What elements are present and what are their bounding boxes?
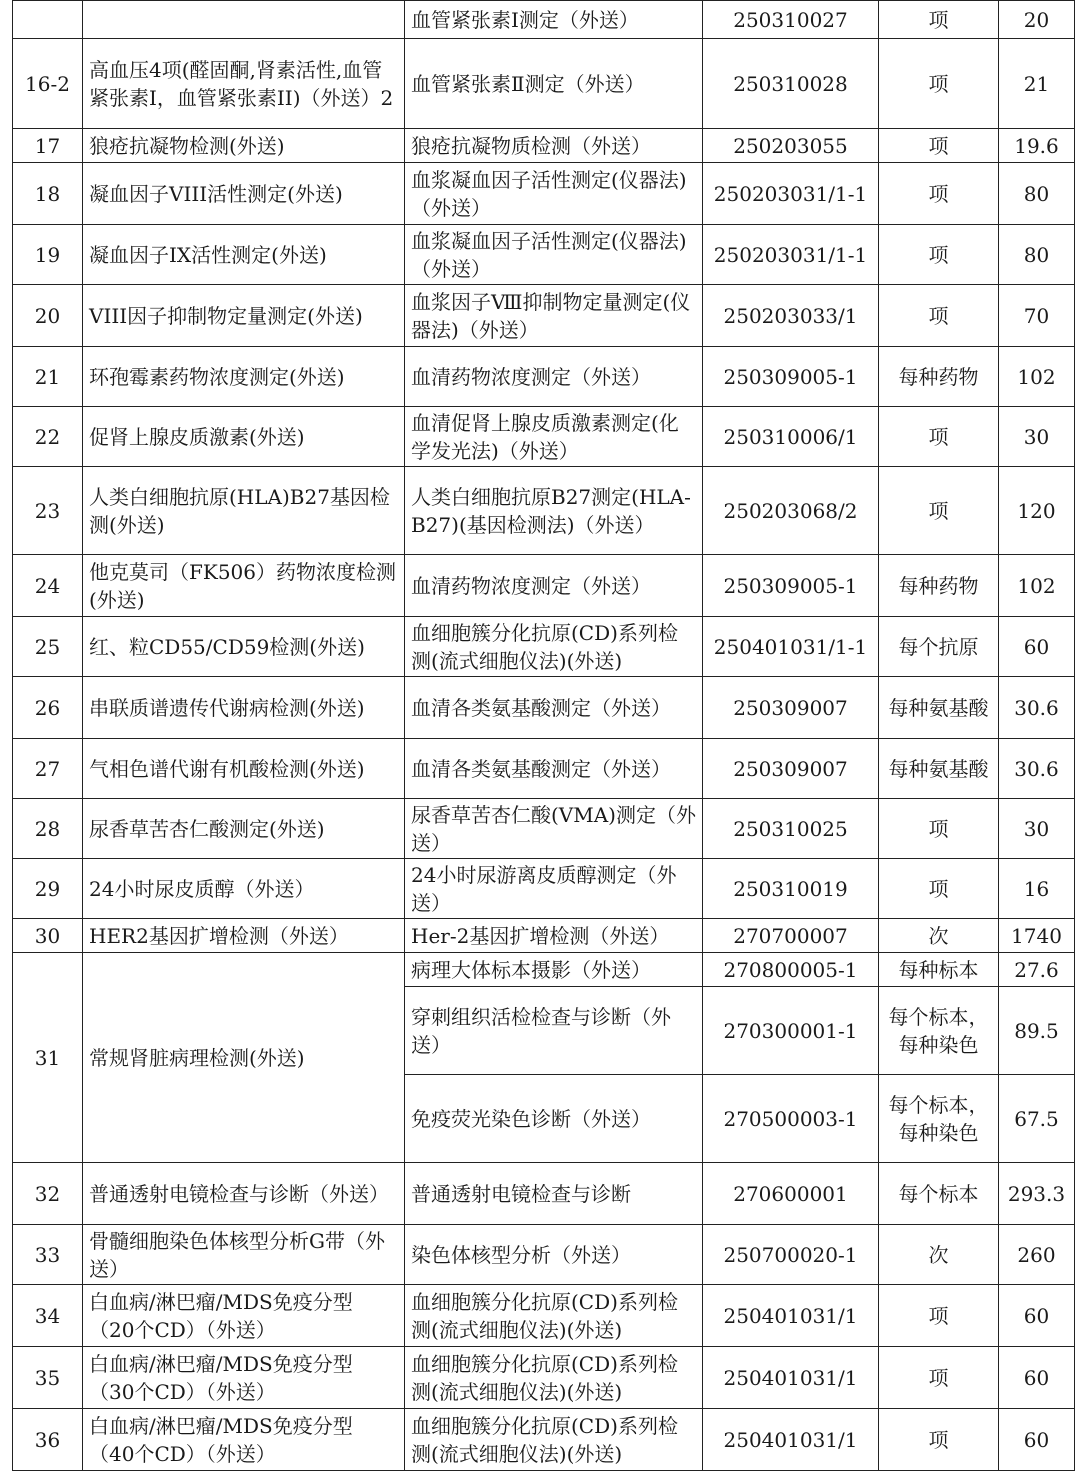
row-number-cell — [13, 1, 83, 39]
item-code-cell: 250203031/1-1 — [703, 163, 879, 225]
unit-cell: 项 — [879, 39, 999, 129]
standard-item-cell: 血管紧张素Ⅰ测定（外送） — [405, 1, 703, 39]
price-cell: 30.6 — [999, 739, 1075, 799]
row-number-cell: 35 — [13, 1347, 83, 1409]
item-code-cell: 250401031/1-1 — [703, 617, 879, 677]
item-name-cell — [83, 1, 405, 39]
unit-cell: 项 — [879, 467, 999, 555]
table-row — [13, 739, 1075, 799]
price-cell: 30 — [999, 407, 1075, 467]
item-code-cell: 250310006/1 — [703, 407, 879, 467]
price-cell: 293.3 — [999, 1163, 1075, 1225]
item-code-cell: 250401031/1 — [703, 1409, 879, 1471]
row-number-cell: 24 — [13, 555, 83, 617]
item-name-cell: VIII因子抑制物定量测定(外送) — [83, 285, 405, 347]
table-row — [13, 347, 1075, 407]
table-row — [13, 1163, 1075, 1225]
item-code-cell: 270300001-1 — [703, 987, 879, 1075]
price-cell: 20 — [999, 1, 1075, 39]
table-row — [13, 1, 1075, 39]
unit-cell: 项 — [879, 129, 999, 163]
standard-item-cell: 病理大体标本摄影（外送） — [405, 953, 703, 987]
standard-item-cell: 血清药物浓度测定（外送） — [405, 555, 703, 617]
item-code-cell: 250203055 — [703, 129, 879, 163]
standard-item-cell: Her-2基因扩增检测（外送） — [405, 919, 703, 953]
price-cell: 260 — [999, 1225, 1075, 1285]
standard-item-cell: 血细胞簇分化抗原(CD)系列检测(流式细胞仪法)(外送) — [405, 1285, 703, 1347]
item-name-cell: 凝血因子IX活性测定(外送) — [83, 225, 405, 285]
row-number-cell: 33 — [13, 1225, 83, 1285]
price-cell: 102 — [999, 555, 1075, 617]
item-code-cell: 250310028 — [703, 39, 879, 129]
price-cell: 60 — [999, 617, 1075, 677]
row-number-cell: 30 — [13, 919, 83, 953]
item-name-cell: 尿香草苦杏仁酸测定(外送) — [83, 799, 405, 859]
standard-item-cell: 血浆凝血因子活性测定(仪器法)（外送） — [405, 225, 703, 285]
standard-item-cell: 血清各类氨基酸测定（外送） — [405, 677, 703, 739]
price-cell: 27.6 — [999, 953, 1075, 987]
row-number-cell: 32 — [13, 1163, 83, 1225]
standard-item-cell: 血管紧张素Ⅱ测定（外送） — [405, 39, 703, 129]
item-name-cell: 红、粒CD55/CD59检测(外送) — [83, 617, 405, 677]
item-name-cell: 串联质谱遗传代谢病检测(外送) — [83, 677, 405, 739]
row-number-cell: 28 — [13, 799, 83, 859]
table-row — [13, 39, 1075, 129]
item-code-cell: 250309007 — [703, 739, 879, 799]
row-number-cell: 26 — [13, 677, 83, 739]
unit-cell: 项 — [879, 163, 999, 225]
standard-item-cell: 血清各类氨基酸测定（外送） — [405, 739, 703, 799]
standard-item-cell: 人类白细胞抗原B27测定(HLA-B27)(基因检测法)（外送） — [405, 467, 703, 555]
table-row — [13, 285, 1075, 347]
table-row — [13, 799, 1075, 859]
item-name-cell: 促肾上腺皮质激素(外送) — [83, 407, 405, 467]
item-name-cell: 高血压4项(醛固酮,肾素活性,血管紧张素I，血管紧张素II)（外送）2 — [83, 39, 405, 129]
unit-cell: 项 — [879, 225, 999, 285]
unit-cell: 每个标本 — [879, 1163, 999, 1225]
item-code-cell: 270700007 — [703, 919, 879, 953]
item-code-cell: 250310019 — [703, 859, 879, 919]
row-number-cell: 23 — [13, 467, 83, 555]
item-code-cell: 250401031/1 — [703, 1285, 879, 1347]
row-number-cell: 18 — [13, 163, 83, 225]
price-cell: 60 — [999, 1285, 1075, 1347]
fee-table-body — [13, 1, 1075, 1471]
price-cell: 102 — [999, 347, 1075, 407]
item-name-cell: 凝血因子VIII活性测定(外送) — [83, 163, 405, 225]
row-number-cell: 31 — [13, 953, 83, 1163]
standard-item-cell: 染色体核型分析（外送） — [405, 1225, 703, 1285]
item-name-cell: 他克莫司（FK506）药物浓度检测(外送) — [83, 555, 405, 617]
unit-cell: 项 — [879, 859, 999, 919]
unit-cell: 每个抗原 — [879, 617, 999, 677]
fee-table — [12, 0, 1075, 1471]
standard-item-cell: 狼疮抗凝物质检测（外送） — [405, 129, 703, 163]
unit-cell: 项 — [879, 1, 999, 39]
table-row — [13, 1285, 1075, 1347]
table-row — [13, 225, 1075, 285]
standard-item-cell: 血清促肾上腺皮质激素测定(化学发光法)（外送） — [405, 407, 703, 467]
item-code-cell: 270500003-1 — [703, 1075, 879, 1163]
table-row — [13, 1347, 1075, 1409]
row-number-cell: 22 — [13, 407, 83, 467]
price-cell: 19.6 — [999, 129, 1075, 163]
table-row — [13, 1225, 1075, 1285]
item-code-cell: 250203068/2 — [703, 467, 879, 555]
standard-item-cell: 血浆因子Ⅷ抑制物定量测定(仪器法)（外送） — [405, 285, 703, 347]
table-row — [13, 617, 1075, 677]
unit-cell: 每种氨基酸 — [879, 677, 999, 739]
unit-cell: 项 — [879, 1285, 999, 1347]
price-cell: 30.6 — [999, 677, 1075, 739]
table-row — [13, 919, 1075, 953]
unit-cell: 每个标本，每种染色 — [879, 987, 999, 1075]
row-number-cell: 16-2 — [13, 39, 83, 129]
row-number-cell: 36 — [13, 1409, 83, 1471]
unit-cell: 项 — [879, 407, 999, 467]
table-row — [13, 163, 1075, 225]
item-name-cell: 常规肾脏病理检测(外送) — [83, 953, 405, 1163]
standard-item-cell: 血细胞簇分化抗原(CD)系列检测(流式细胞仪法)(外送) — [405, 617, 703, 677]
item-name-cell: 气相色谱代谢有机酸检测(外送) — [83, 739, 405, 799]
price-cell: 67.5 — [999, 1075, 1075, 1163]
row-number-cell: 17 — [13, 129, 83, 163]
item-code-cell: 250203033/1 — [703, 285, 879, 347]
unit-cell: 每种氨基酸 — [879, 739, 999, 799]
item-name-cell: 普通透射电镜检查与诊断（外送） — [83, 1163, 405, 1225]
standard-item-cell: 血浆凝血因子活性测定(仪器法)（外送） — [405, 163, 703, 225]
table-row — [13, 859, 1075, 919]
item-name-cell: 24小时尿皮质醇（外送） — [83, 859, 405, 919]
row-number-cell: 25 — [13, 617, 83, 677]
price-cell: 89.5 — [999, 987, 1075, 1075]
table-row — [13, 677, 1075, 739]
item-code-cell: 250310025 — [703, 799, 879, 859]
unit-cell: 次 — [879, 1225, 999, 1285]
item-code-cell: 250203031/1-1 — [703, 225, 879, 285]
unit-cell: 每种标本 — [879, 953, 999, 987]
standard-item-cell: 免疫荧光染色诊断（外送） — [405, 1075, 703, 1163]
item-code-cell: 250309005-1 — [703, 555, 879, 617]
item-code-cell: 250309007 — [703, 677, 879, 739]
row-number-cell: 20 — [13, 285, 83, 347]
row-number-cell: 34 — [13, 1285, 83, 1347]
item-code-cell: 270600001 — [703, 1163, 879, 1225]
table-row — [13, 1409, 1075, 1471]
item-code-cell: 250309005-1 — [703, 347, 879, 407]
price-cell: 80 — [999, 163, 1075, 225]
unit-cell: 次 — [879, 919, 999, 953]
item-code-cell: 250401031/1 — [703, 1347, 879, 1409]
standard-item-cell: 24小时尿游离皮质醇测定（外送） — [405, 859, 703, 919]
price-cell: 120 — [999, 467, 1075, 555]
unit-cell: 每个标本，每种染色 — [879, 1075, 999, 1163]
item-name-cell: 白血病/淋巴瘤/MDS免疫分型（40个CD）（外送） — [83, 1409, 405, 1471]
price-cell: 60 — [999, 1409, 1075, 1471]
unit-cell: 每种药物 — [879, 347, 999, 407]
unit-cell: 项 — [879, 1409, 999, 1471]
table-row — [13, 129, 1075, 163]
price-cell: 1740 — [999, 919, 1075, 953]
row-number-cell: 27 — [13, 739, 83, 799]
price-cell: 80 — [999, 225, 1075, 285]
unit-cell: 每种药物 — [879, 555, 999, 617]
item-name-cell: 人类白细胞抗原(HLA)B27基因检测(外送) — [83, 467, 405, 555]
unit-cell: 项 — [879, 799, 999, 859]
item-name-cell: 环孢霉素药物浓度测定(外送) — [83, 347, 405, 407]
item-name-cell: 白血病/淋巴瘤/MDS免疫分型（30个CD）（外送） — [83, 1347, 405, 1409]
item-code-cell: 270800005-1 — [703, 953, 879, 987]
row-number-cell: 21 — [13, 347, 83, 407]
standard-item-cell: 血清药物浓度测定（外送） — [405, 347, 703, 407]
row-number-cell: 19 — [13, 225, 83, 285]
item-name-cell: 狼疮抗凝物检测(外送) — [83, 129, 405, 163]
item-name-cell: 白血病/淋巴瘤/MDS免疫分型（20个CD）（外送） — [83, 1285, 405, 1347]
standard-item-cell: 尿香草苦杏仁酸(VMA)测定（外送） — [405, 799, 703, 859]
standard-item-cell: 穿刺组织活检检查与诊断（外送） — [405, 987, 703, 1075]
table-row — [13, 953, 1075, 987]
price-cell: 60 — [999, 1347, 1075, 1409]
item-name-cell: 骨髓细胞染色体核型分析G带（外送） — [83, 1225, 405, 1285]
table-row — [13, 467, 1075, 555]
table-row — [13, 555, 1075, 617]
standard-item-cell: 普通透射电镜检查与诊断 — [405, 1163, 703, 1225]
price-cell: 70 — [999, 285, 1075, 347]
price-cell: 21 — [999, 39, 1075, 129]
unit-cell: 项 — [879, 1347, 999, 1409]
standard-item-cell: 血细胞簇分化抗原(CD)系列检测(流式细胞仪法)(外送) — [405, 1409, 703, 1471]
price-cell: 30 — [999, 799, 1075, 859]
item-code-cell: 250310027 — [703, 1, 879, 39]
table-row — [13, 407, 1075, 467]
standard-item-cell: 血细胞簇分化抗原(CD)系列检测(流式细胞仪法)(外送) — [405, 1347, 703, 1409]
row-number-cell: 29 — [13, 859, 83, 919]
unit-cell: 项 — [879, 285, 999, 347]
item-name-cell: HER2基因扩增检测（外送） — [83, 919, 405, 953]
price-cell: 16 — [999, 859, 1075, 919]
item-code-cell: 250700020-1 — [703, 1225, 879, 1285]
